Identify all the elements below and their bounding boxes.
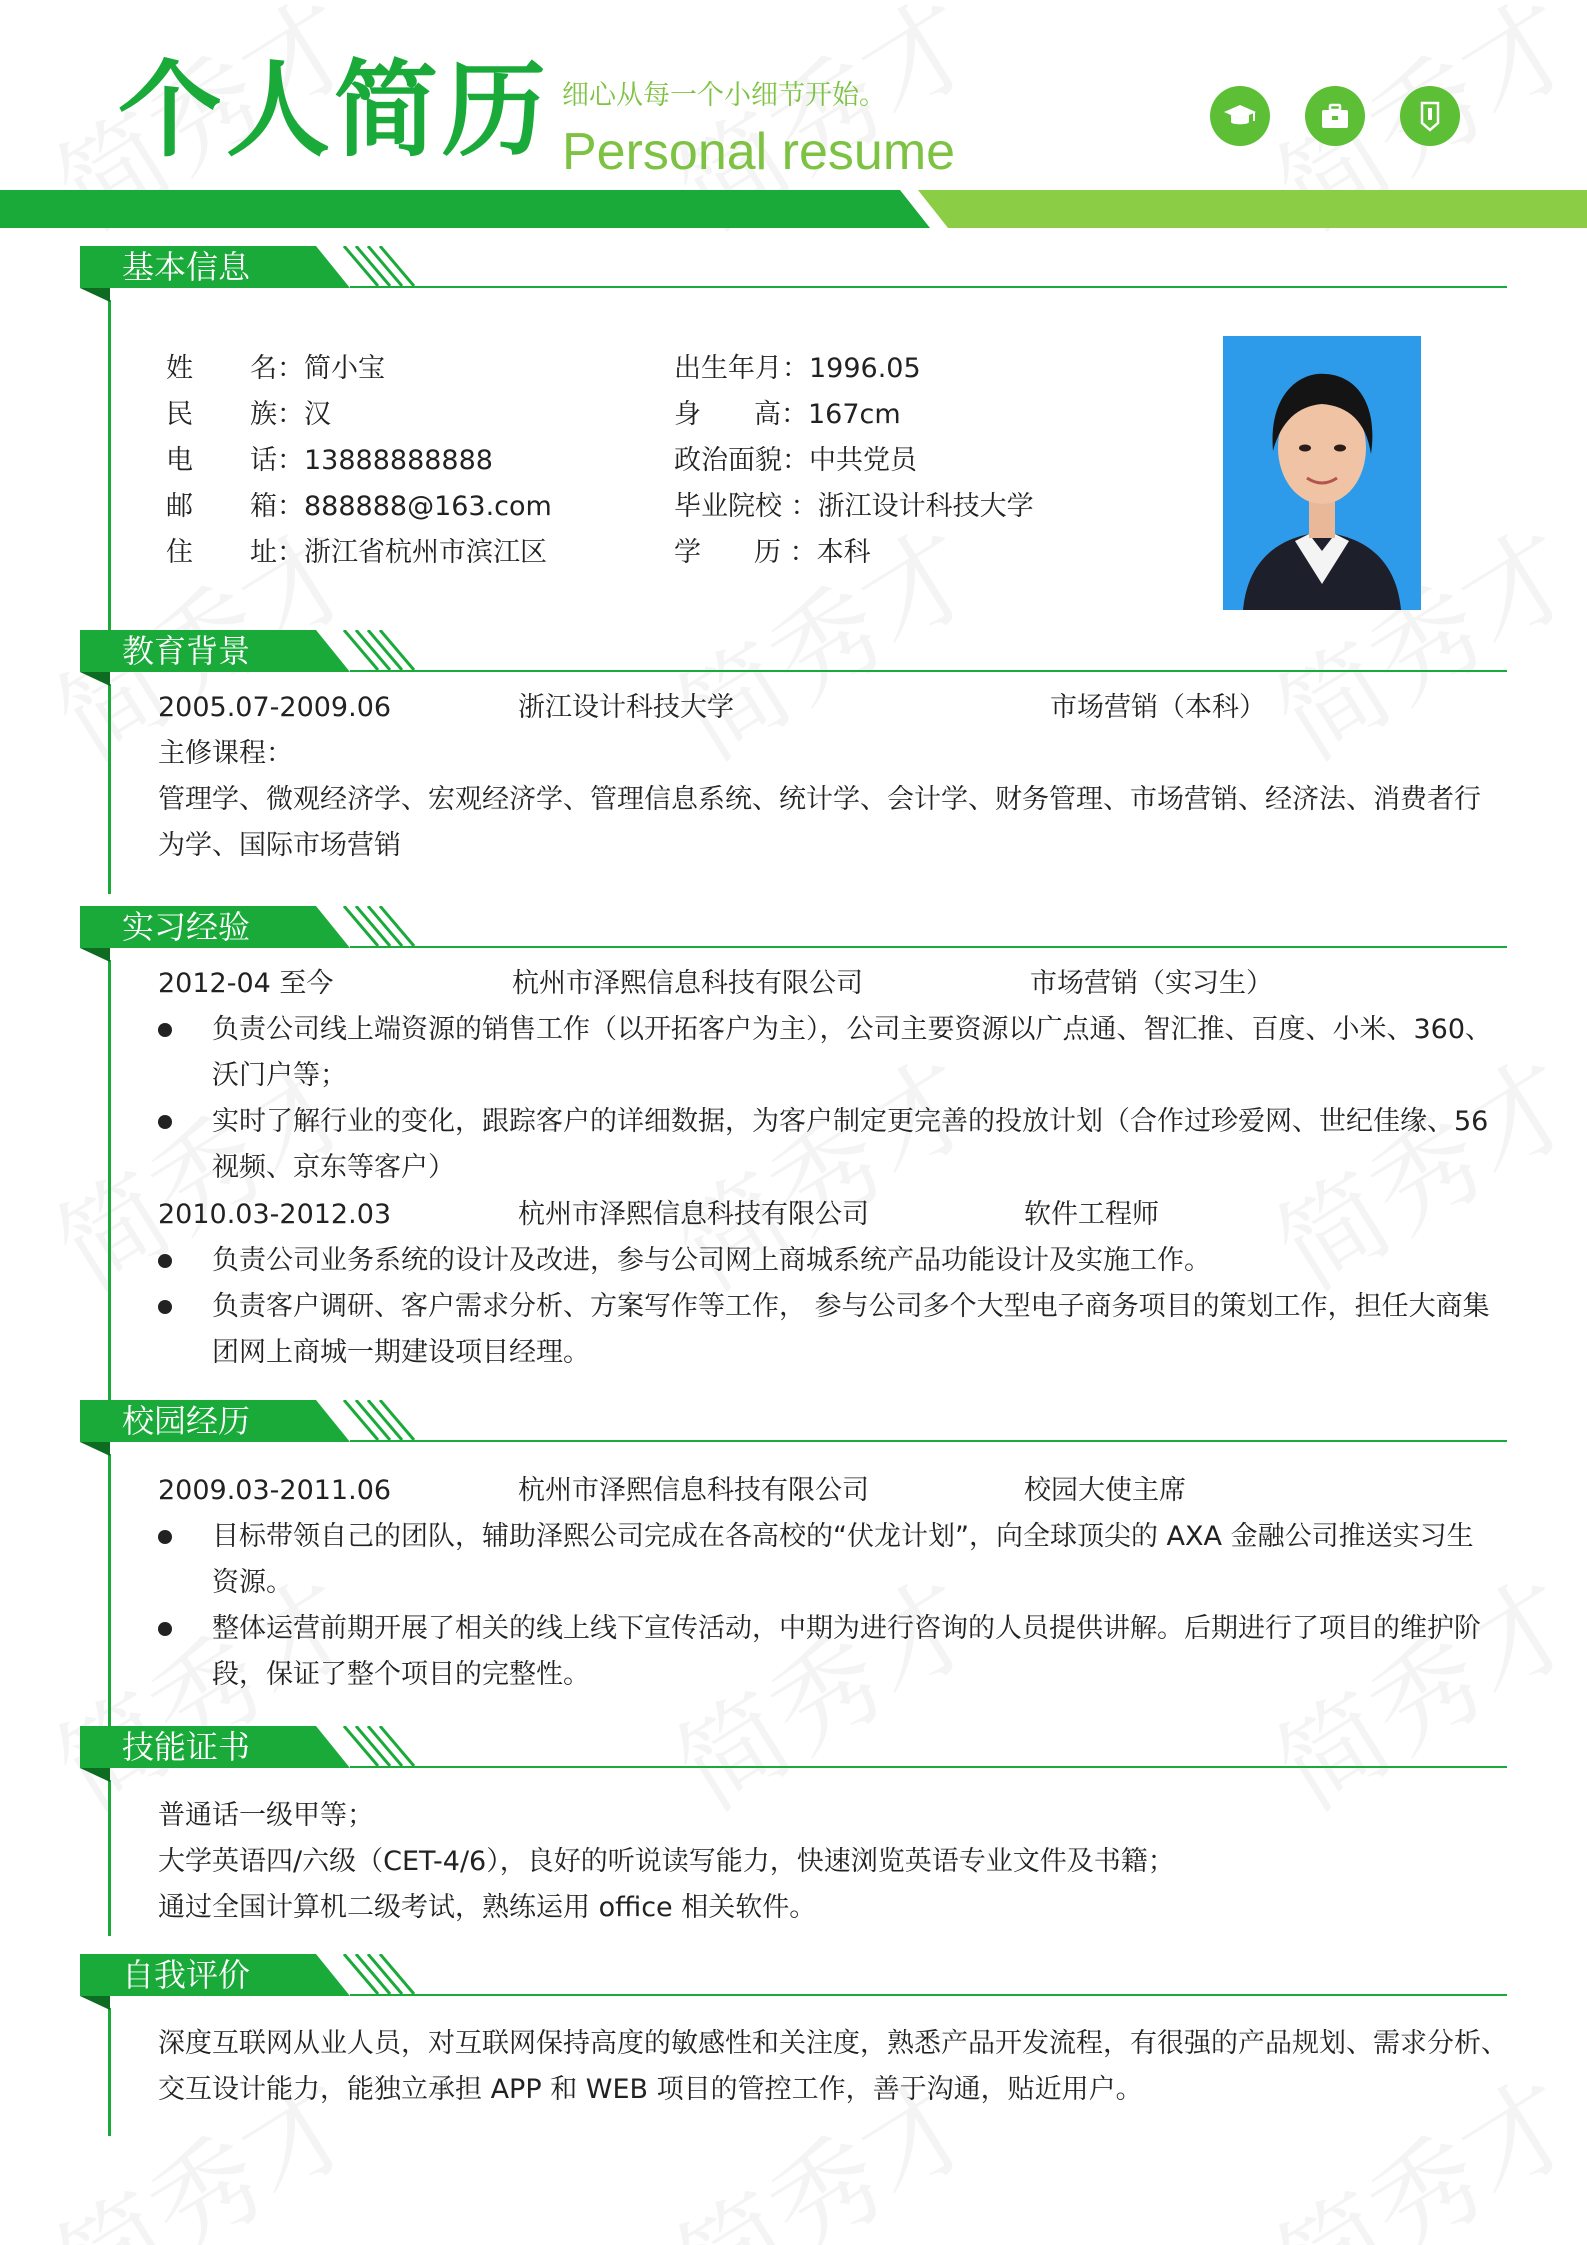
education-school: 浙江设计科技大学: [518, 692, 734, 723]
bullet-text: 段，保证了整个项目的完整性。: [212, 1659, 590, 1690]
bullet-text: 资源。: [212, 1567, 293, 1598]
info-row-height: 身 高：167cm: [674, 392, 901, 438]
info-label: 名: [250, 353, 277, 384]
info-label: 住: [166, 537, 193, 568]
info-row-ethnicity: 民 族：汉: [166, 392, 331, 438]
info-value: 本科: [816, 537, 871, 568]
bullet-dot: [158, 1115, 172, 1129]
bullet-dot: [158, 1622, 172, 1636]
timeline-line: [108, 300, 111, 630]
courses-text: 为学、国际市场营销: [158, 830, 401, 861]
tab-fold: [80, 672, 110, 686]
info-value: 汉: [304, 399, 331, 430]
info-value: 浙江省杭州市滨江区: [304, 537, 547, 568]
timeline-line: [108, 1780, 111, 1936]
info-label: 民: [166, 399, 193, 430]
header-icons: [1210, 86, 1460, 146]
info-value: 简小宝: [304, 353, 385, 384]
resume-title-english: Personal resume: [562, 123, 956, 181]
bullet-text: 目标带领自己的团队，辅助泽熙公司完成在各高校的“伏龙计划”，向全球顶尖的 AXA 金融公司推送实习生: [212, 1521, 1474, 1552]
tab-fold: [80, 288, 110, 302]
stripe-decoration: [338, 1726, 418, 1768]
section-header-education: [80, 630, 1507, 678]
job-role: 市场营销（实习生）: [1030, 968, 1273, 999]
info-label: 出生年月: [674, 353, 782, 384]
section-title: 教育背景: [122, 632, 251, 670]
stripe-decoration: [338, 630, 418, 672]
section-header-campus: [80, 1400, 1507, 1448]
stripe-decoration: [338, 246, 418, 288]
tab-fold: [80, 948, 110, 962]
section-title: 实习经验: [122, 908, 251, 946]
header-band: [0, 190, 1587, 228]
resume-title: 个人简历: [118, 48, 551, 171]
section-title: 校园经历: [122, 1402, 251, 1440]
bullet-dot: [158, 1254, 172, 1268]
bullet-dot: [158, 1023, 172, 1037]
campus-company: 杭州市泽熙信息科技有限公司: [518, 1475, 869, 1506]
education-period: 2005.07-2009.06: [158, 692, 392, 723]
tab-fold: [80, 1442, 110, 1456]
watermark: [1244, 2036, 1587, 2245]
self-eval-line: 交互设计能力，能独立承担 APP 和 WEB 项目的管控工作，善于沟通，贴近用户。: [158, 2074, 1143, 2105]
bullet-text: 视频、京东等客户）: [212, 1152, 455, 1183]
info-value: 13888888888: [304, 445, 493, 476]
self-eval-line: 深度互联网从业人员，对互联网保持高度的敏感性和关注度，熟悉产品开发流程，有很强的产品规划、需求分析、: [158, 2028, 1508, 2059]
timeline-line: [108, 960, 111, 1406]
skill-line: 普通话一级甲等；: [158, 1800, 374, 1831]
education-major: 市场营销（本科）: [1050, 692, 1266, 723]
info-label: 电: [166, 445, 193, 476]
info-value: 888888@163.com: [304, 491, 552, 522]
section-title: 技能证书: [122, 1728, 251, 1766]
info-label: 邮: [166, 491, 193, 522]
bullet-text: 团网上商城一期建设项目经理。: [212, 1337, 590, 1368]
bullet-dot: [158, 1530, 172, 1544]
section-header-self-evaluation: [80, 1954, 1507, 2002]
bullet-text: 整体运营前期开展了相关的线上线下宣传活动，中期为进行咨询的人员提供讲解。后期进行了项目的维护阶: [212, 1613, 1481, 1644]
info-value: 中共党员: [809, 445, 917, 476]
info-label: 姓: [166, 353, 193, 384]
section-header-internship: [80, 906, 1507, 954]
info-label: 话: [250, 445, 277, 476]
info-row-degree: 学 历 ：本科: [674, 530, 871, 576]
job-company: 杭州市泽熙信息科技有限公司: [512, 968, 863, 999]
info-label: 学: [674, 537, 701, 568]
section-header-basic-info: [80, 246, 1507, 294]
section-underline: [350, 1994, 1507, 1996]
section-underline: [350, 1766, 1507, 1768]
section-underline: [350, 286, 1507, 288]
info-label: 址: [250, 537, 277, 568]
timeline-line: [108, 2008, 111, 2136]
skill-line: 通过全国计算机二级考试，熟练运用 office 相关软件。: [158, 1892, 817, 1923]
info-row-address: 住 址：浙江省杭州市滨江区: [166, 530, 547, 576]
bullet-text: 负责公司线上端资源的销售工作（以开拓客户为主），公司主要资源以广点通、智汇推、百度、小米、360、: [212, 1014, 1493, 1045]
bullet-text: 负责公司业务系统的设计及改进，参与公司网上商城系统产品功能设计及实施工作。: [212, 1245, 1211, 1276]
stripe-decoration: [338, 1400, 418, 1442]
section-underline: [350, 1440, 1507, 1442]
bullet-dot: [158, 1300, 172, 1314]
job-period: 2010.03-2012.03: [158, 1199, 392, 1230]
courses-label: 主修课程：: [158, 738, 293, 769]
section-header-skills: [80, 1726, 1507, 1774]
campus-period: 2009.03-2011.06: [158, 1475, 392, 1506]
graduation-cap-icon: [1210, 86, 1270, 146]
info-row-name: 姓 名：简小宝: [166, 346, 385, 392]
slogan: 细心从每一个小细节开始。: [562, 80, 886, 111]
info-label: 历: [754, 537, 781, 568]
bullet-text: 负责客户调研、客户需求分析、方案写作等工作， 参与公司多个大型电子商务项目的策划工作，担任大商集: [212, 1291, 1490, 1322]
courses-text: 管理学、微观经济学、宏观经济学、管理信息系统、统计学、会计学、财务管理、市场营销、经济法、消费者行: [158, 784, 1481, 815]
watermark: [1244, 1536, 1587, 1839]
watermark: [644, 1536, 1001, 1839]
info-label: 高: [754, 399, 781, 430]
tab-fold: [80, 1768, 110, 1782]
info-label: 箱: [250, 491, 277, 522]
bullet-text: 沃门户等；: [212, 1060, 347, 1091]
info-row-phone: 电 话：13888888888: [166, 438, 493, 484]
campus-role: 校园大使主席: [1024, 1475, 1186, 1506]
info-row-birth: 出生年月：1996.05: [674, 353, 921, 384]
info-label: 族: [250, 399, 277, 430]
section-title: 自我评价: [122, 1956, 251, 1994]
section-underline: [350, 670, 1507, 672]
info-label: 政治面貌: [674, 445, 782, 476]
job-period: 2012-04 至今: [158, 968, 334, 999]
section-title: 基本信息: [122, 248, 251, 286]
briefcase-icon: [1305, 86, 1365, 146]
job-role: 软件工程师: [1024, 1199, 1159, 1230]
timeline-line: [108, 684, 111, 894]
section-underline: [350, 946, 1507, 948]
profile-photo: [1223, 336, 1421, 610]
info-row-politics: 政治面貌：中共党员: [674, 445, 917, 476]
stripe-decoration: [338, 1954, 418, 1996]
skill-line: 大学英语四/六级（CET-4/6），良好的听说读写能力，快速浏览英语专业文件及书籍；: [158, 1846, 1175, 1877]
job-company: 杭州市泽熙信息科技有限公司: [518, 1199, 869, 1230]
pencil-badge-icon: [1400, 86, 1460, 146]
bullet-text: 实时了解行业的变化，跟踪客户的详细数据，为客户制定更完善的投放计划（合作过珍爱网、世纪佳缘、56: [212, 1106, 1489, 1137]
info-value: 1996.05: [809, 353, 921, 384]
stripe-decoration: [338, 906, 418, 948]
info-row-email: 邮 箱：888888@163.com: [166, 484, 552, 530]
timeline-line: [108, 1454, 111, 1742]
tab-fold: [80, 1996, 110, 2010]
info-label: 身: [674, 399, 701, 430]
info-label: 毕业院校: [674, 491, 782, 522]
info-value: 167cm: [808, 399, 901, 430]
info-value: 浙江设计科技大学: [817, 491, 1034, 522]
info-row-school: 毕业院校 ：浙江设计科技大学: [674, 491, 1034, 522]
watermark: [1244, 1016, 1587, 1319]
